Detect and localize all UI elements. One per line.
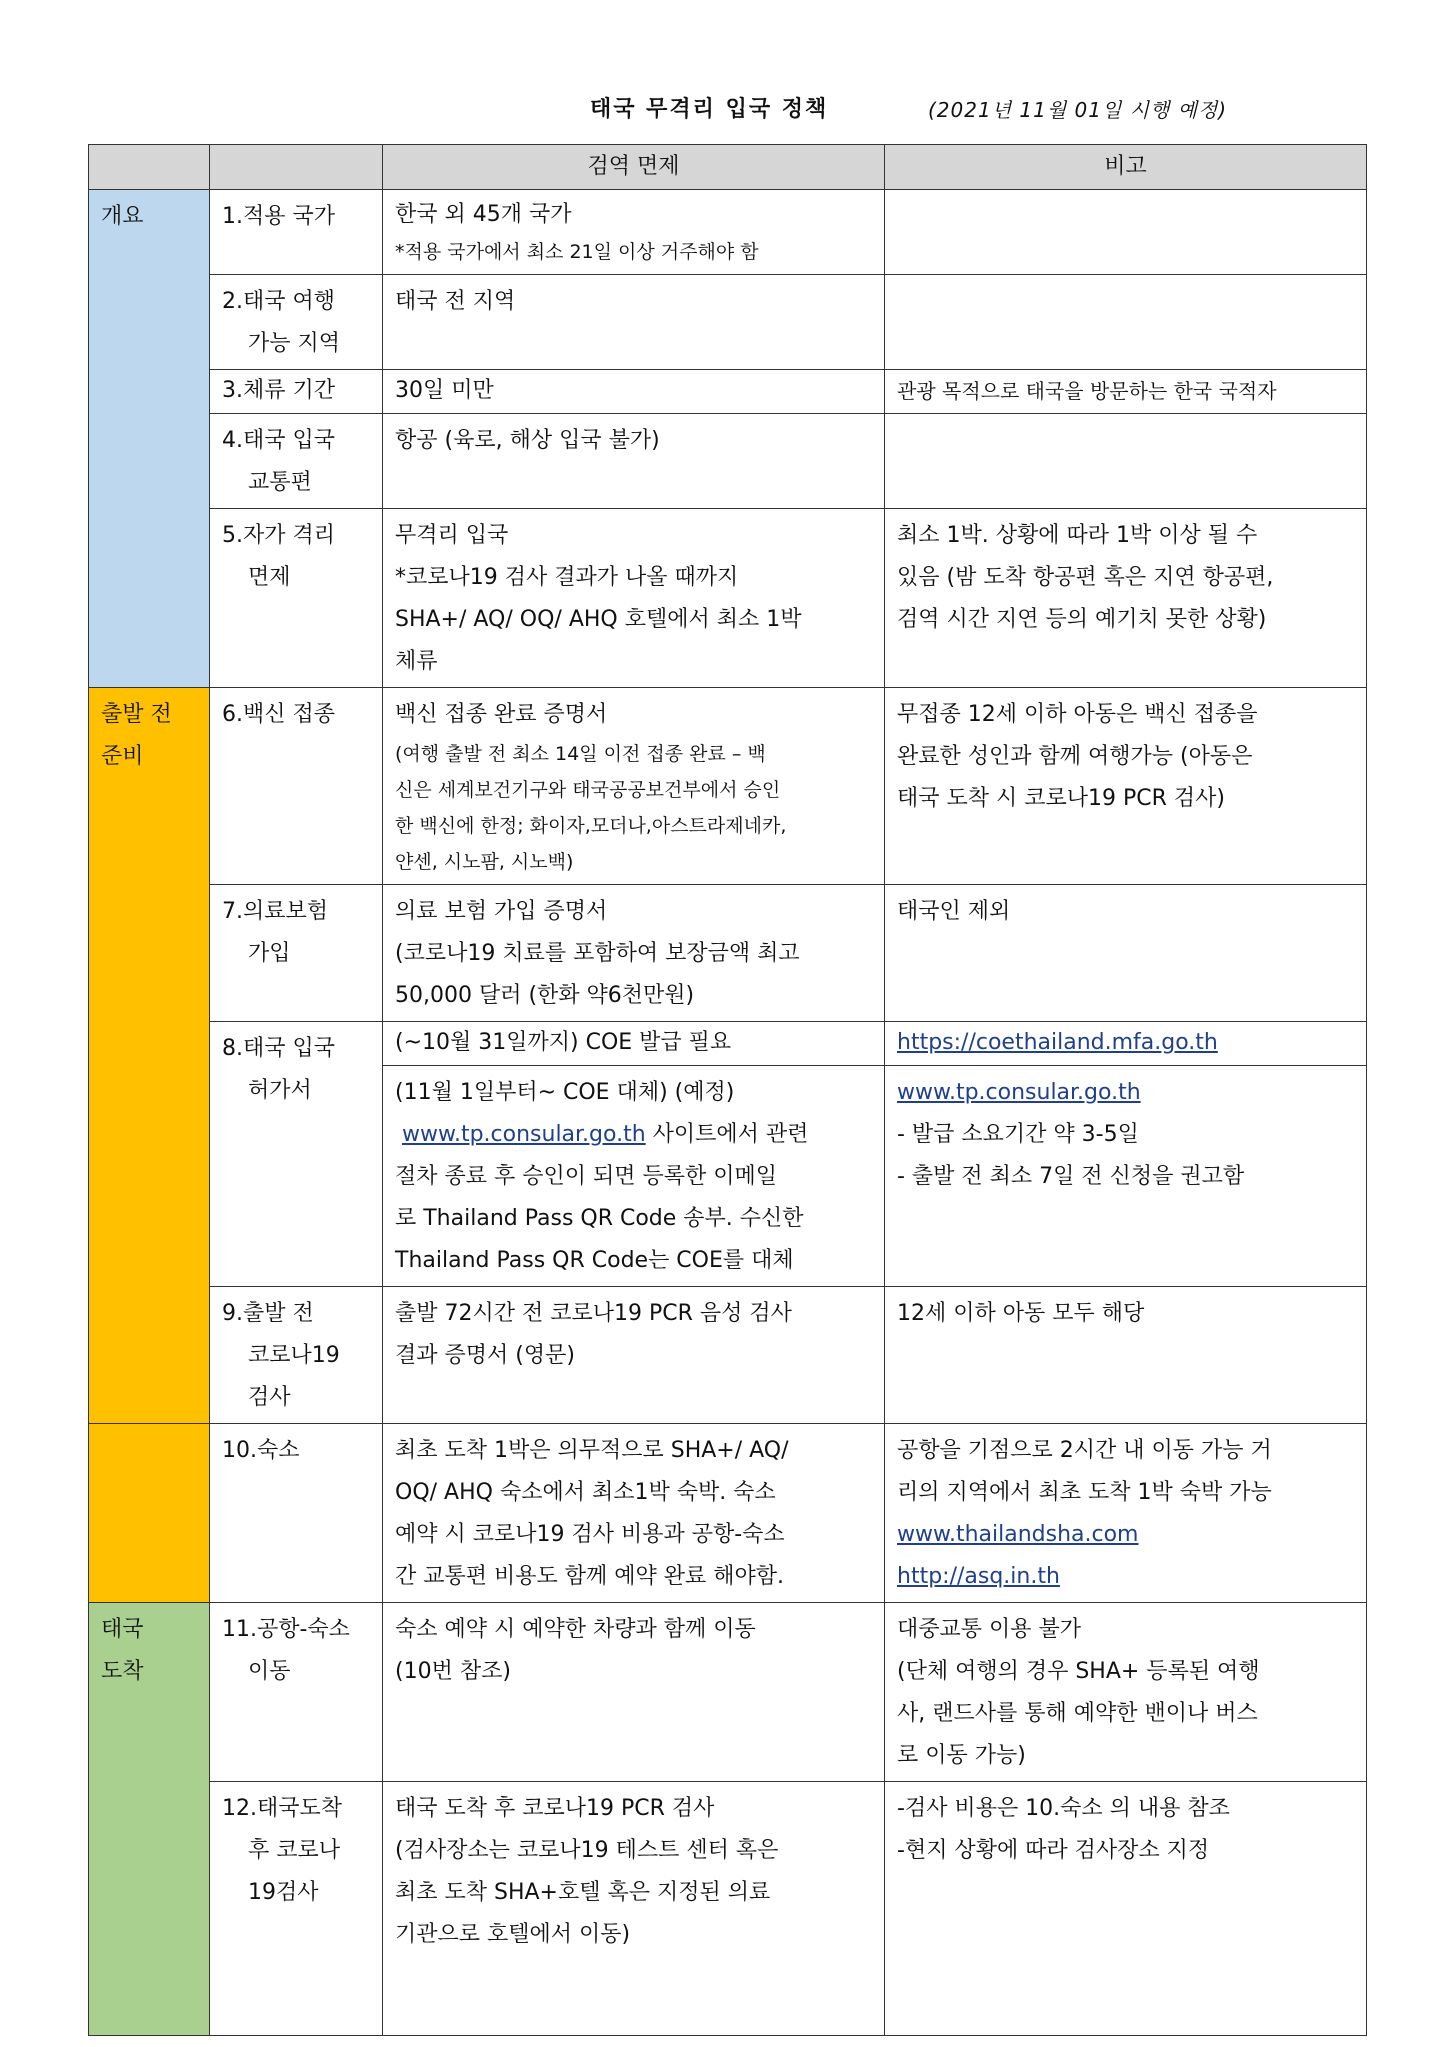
item-label: 가입 [248,941,291,966]
note-cell [885,275,1367,370]
category-label: 준비 [101,744,144,769]
cell-text: OQ/ AHQ 숙소에서 최소1박 숙박. 숙소 [395,1480,776,1505]
table-row [89,688,1367,885]
category-preparation-cont [89,1424,210,1603]
cell-text: 검역 시간 지연 등의 예기치 못한 상황) [897,607,1267,632]
thailandsha-link[interactable]: www.thailandsha.com [897,1522,1139,1547]
main-cell [383,885,885,1022]
tp-consular-link[interactable]: www.tp.consular.go.th [402,1122,646,1147]
cell-text: *코로나19 검사 결과가 나올 때까지 [395,565,739,590]
main-cell [383,1287,885,1424]
cell-text: - 발급 소요기간 약 3-5일 [897,1122,1139,1147]
table-row [89,509,1367,688]
item-cell [210,1287,383,1424]
main-cell [383,1022,885,1066]
cell-text: (10번 참조) [395,1659,511,1684]
main-cell [383,190,885,275]
note-cell [885,1066,1367,1287]
table-row [89,414,1367,509]
item-label: 코로나19 [248,1343,340,1368]
item-label: 4.태국 입국 [222,428,335,453]
header-main: 검역 면제 [383,145,885,190]
note-cell [885,190,1367,275]
item-cell [210,370,383,414]
title-line [0,92,1448,126]
cell-text: 무격리 입국 [395,523,509,548]
cell-text: 한국 외 45개 국가 [395,202,572,227]
asq-link[interactable]: http://asq.in.th [897,1564,1060,1589]
item-label: 3.체류 기간 [222,378,335,403]
cell-text: (~10월 31일까지) COE 발급 필요 [395,1030,732,1055]
policy-table [88,144,1367,2036]
cell-text: 예약 시 코로나19 검사 비용과 공항-숙소 [395,1522,785,1547]
table-row [89,1603,1367,1782]
item-cell [210,1424,383,1603]
main-cell [383,275,885,370]
cell-text: 최초 도착 1박은 의무적으로 SHA+/ AQ/ [395,1438,789,1463]
item-cell [210,414,383,509]
cell-text: 간 교통편 비용도 함께 예약 완료 해야함. [395,1564,784,1589]
document-subtitle: (2021년 11월 01일 시행 예정) [928,98,1228,122]
cell-text: 로 이동 가능) [897,1743,1026,1768]
main-cell [383,509,885,688]
category-label: 출발 전 [101,702,172,727]
cell-text: 무접종 12세 이하 아동은 백신 접종을 [897,702,1258,727]
cell-text: (11월 1일부터~ COE 대체) (예정) [395,1080,735,1105]
cell-text: 공항을 기점으로 2시간 내 이동 가능 거 [897,1438,1272,1463]
cell-text: 얀센, 시노팜, 시노백) [395,851,574,873]
main-cell [383,1603,885,1782]
item-cell [210,885,383,1022]
item-label: 검사 [248,1385,291,1410]
main-cell [383,1066,885,1287]
note-cell [885,1287,1367,1424]
category-label: 도착 [101,1659,144,1684]
cell-text: Thailand Pass QR Code는 COE를 대체 [395,1248,794,1273]
note-cell [885,688,1367,885]
item-cell [210,688,383,885]
item-label: 6.백신 접종 [222,702,335,727]
note-cell [885,414,1367,509]
cell-text: 숙소 예약 시 예약한 차량과 함께 이동 [395,1617,756,1642]
item-cell [210,1022,383,1287]
cell-text: (단체 여행의 경우 SHA+ 등록된 여행 [897,1659,1260,1684]
table-row [89,1287,1367,1424]
item-label: 12.태국도착 [222,1796,342,1821]
cell-text: 기관으로 호텔에서 이동) [395,1922,631,1947]
table-row [89,370,1367,414]
main-cell [383,414,885,509]
cell-text: 사이트에서 관련 [645,1122,809,1147]
table-row [89,1782,1367,2036]
category-overview [89,190,210,688]
header-note: 비고 [885,145,1367,190]
table-row [89,275,1367,370]
note-cell [885,1424,1367,1603]
main-cell [383,1424,885,1603]
cell-text: 사, 랜드사를 통해 예약한 밴이나 버스 [897,1701,1258,1726]
cell-text: (여행 출발 전 최소 14일 이전 접종 완료 – 백 [395,743,766,765]
cell-text: 최초 도착 SHA+호텔 혹은 지정된 의료 [395,1880,771,1905]
note-cell [885,370,1367,414]
item-label: 19검사 [248,1880,319,1905]
main-cell [383,1782,885,2036]
item-label: 9.출발 전 [222,1301,314,1326]
category-label: 개요 [101,204,144,229]
cell-text: *적용 국가에서 최소 21일 이상 거주해야 함 [395,241,759,263]
cell-text: - 출발 전 최소 7일 전 신청을 권고함 [897,1164,1245,1189]
item-label: 11.공항-숙소 [222,1617,350,1642]
cell-text: 완료한 성인과 함께 여행가능 (아동은 [897,744,1253,769]
item-cell [210,1782,383,2036]
note-cell [885,1782,1367,2036]
cell-text: 한 백신에 한정; 화이자,모더나,아스트라제네카, [395,815,787,837]
cell-text: 태국 도착 후 코로나19 PCR 검사 [395,1796,715,1821]
cell-text: 태국 도착 시 코로나19 PCR 검사) [897,786,1225,811]
cell-text: 50,000 달러 (한화 약6천만원) [395,983,695,1008]
cell-text: 의료 보험 가입 증명서 [395,899,608,924]
cell-text: 로 Thailand Pass QR Code 송부. 수신한 [395,1206,804,1231]
category-label: 태국 [101,1617,144,1642]
cell-text [395,1114,872,1156]
header-row [89,145,1367,190]
item-label: 8.태국 입국 [222,1036,335,1061]
cell-text: 12세 이하 아동 모두 해당 [897,1301,1145,1326]
cell-text: -현지 상황에 따라 검사장소 지정 [897,1838,1210,1863]
cell-text: 백신 접종 완료 증명서 [395,702,608,727]
cell-text: 최소 1박. 상황에 따라 1박 이상 될 수 [897,523,1258,548]
header-category-cell [89,145,210,190]
cell-text: 항공 (육로, 해상 입국 불가) [395,428,660,453]
item-cell [210,509,383,688]
note-cell [885,1022,1367,1066]
item-label: 7.의료보험 [222,899,328,924]
cell-text: (검사장소는 코로나19 테스트 센터 혹은 [395,1838,779,1863]
item-cell [210,190,383,275]
cell-text: 태국 전 지역 [395,289,516,314]
item-label: 이동 [248,1659,291,1684]
cell-text: 있음 (밤 도착 항공편 혹은 지연 항공편, [897,565,1274,590]
cell-text: 태국인 제외 [897,899,1011,924]
category-arrival [89,1603,210,2036]
header-item-cell [210,145,383,190]
note-cell [885,509,1367,688]
cell-text: 관광 목적으로 태국을 방문하는 한국 국적자 [897,379,1277,403]
table-row [89,1424,1367,1603]
cell-text: 출발 72시간 전 코로나19 PCR 음성 검사 [395,1301,792,1326]
item-label: 1.적용 국가 [222,204,335,229]
note-cell [885,885,1367,1022]
cell-text: (코로나19 치료를 포함하여 보장금액 최고 [395,941,800,966]
tp-consular-link[interactable]: www.tp.consular.go.th [897,1080,1141,1105]
item-label: 후 코로나 [248,1838,341,1863]
note-cell [885,1603,1367,1782]
item-label: 허가서 [248,1078,312,1103]
item-cell [210,1603,383,1782]
cell-text: 절차 종료 후 승인이 되면 등록한 이메일 [395,1164,777,1189]
main-cell [383,688,885,885]
document-title: 태국 무격리 입국 정책 [590,97,829,122]
table-row [89,885,1367,1022]
cell-text: 체류 [395,649,438,674]
item-label: 교통편 [248,470,312,495]
table-row [89,1022,1367,1066]
cell-text: SHA+/ AQ/ OQ/ AHQ 호텔에서 최소 1박 [395,607,802,632]
cell-text: 30일 미만 [395,378,494,403]
item-label: 5.자가 격리 [222,523,335,548]
item-label: 면제 [248,565,291,590]
table-row [89,190,1367,275]
item-label: 2.태국 여행 [222,289,335,314]
category-preparation [89,688,210,1424]
main-cell [383,370,885,414]
item-cell [210,275,383,370]
cell-text: 리의 지역에서 최초 도착 1박 숙박 가능 [897,1480,1272,1505]
cell-text: 대중교통 이용 불가 [897,1617,1082,1642]
cell-text: -검사 비용은 10.숙소 의 내용 참조 [897,1796,1230,1821]
cell-text: 신은 세계보건기구와 태국공공보건부에서 승인 [395,779,781,801]
coe-link[interactable]: https://coethailand.mfa.go.th [897,1030,1218,1055]
item-label: 가능 지역 [248,331,341,356]
cell-text: 결과 증명서 (영문) [395,1343,575,1368]
item-label: 10.숙소 [222,1438,300,1463]
